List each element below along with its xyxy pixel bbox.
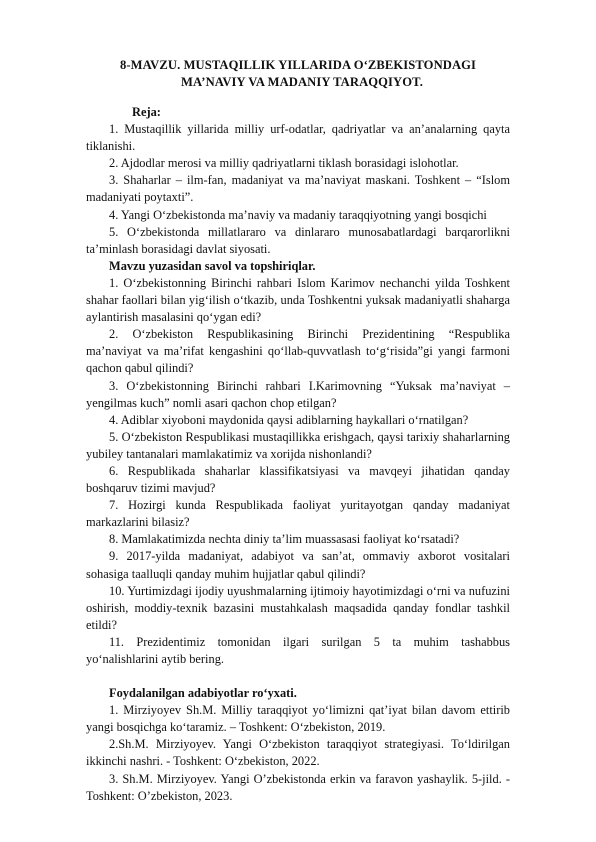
reference-item: 1. Mirziyoyev Sh.M. Milliy taraqqiyot yo‘limizni qat’iyat bilan davom ettirib yangi bosqichga ko‘taramiz. – Toshkent: O‘zbekiston, 2019. [86,703,510,735]
questions-heading: Mavzu yuzasidan savol va topshiriqlar. [109,258,316,273]
reference-item: 2.Sh.M. Mirziyoyev. Yangi O‘zbekiston taraqqiyot strategiyasi. To‘ldirilgan ikkinchi nashri. - Toshkent: O‘zbekiston, 2022. [86,737,510,769]
section-spacer [86,668,510,685]
plan-item: 5. O‘zbekistonda millatlararo va dinlararo munosabatlardagi barqarorlikni ta’minlash borasidagi davlat siyosati. [86,224,510,256]
references-heading: Foydalanilgan adabiyotlar ro‘yxati. [109,686,297,701]
question-item: 11. Prezidentimiz tomonidan ilgari surilgan 5 ta muhim tashabbus yo‘nalishlarini aytib bering. [86,634,510,666]
question-item: 8. Mamlakatimizda nechta diniy ta’lim muassasasi faoliyat ko‘rsatadi? [109,532,460,547]
question-item: 1. O‘zbekistonning Birinchi rahbari Islom Karimov nechanchi yilda Toshkent shahar faollari bilan yig‘ilish o‘tkazib, unda Toshkentni yuksak madaniyatli shaharga aylantirish masalasini qo‘ygan edi? [86,275,510,325]
plan-item: 4. Yangi O‘zbekistonda ma’naviy va madaniy taraqqiyotning yangi bosqichi [109,207,487,222]
plan-item: 1. Mustaqillik yillarida milliy urf-odatlar, qadriyatlar va an’analarning qayta tiklanishi. [86,122,510,154]
plan-item: 2. Ajdodlar merosi va milliy qadriyatlarni tiklash borasidagi islohotlar. [109,156,459,171]
title-line-2: MA’NAVIY VA MADANIY TARAQQIYOT. [181,75,423,89]
question-item: 3. O‘zbekistonning Birinchi rahbari I.Karimovning “Yuksak ma’naviyat – yengilmas kuch” nomli asari qachon chop etilgan? [86,378,510,410]
question-item: 4. Adiblar xiyoboni maydonida qaysi adiblarning haykallari o‘rnatilgan? [109,412,469,427]
question-item: 5. O‘zbekiston Respublikasi mustaqillikka erishgach, qaysi tarixiy shaharlarning yubiley tantanalari mamlakatimiz va xorijda nishonlandi? [86,429,510,461]
plan-heading: Reja: [132,105,161,119]
title-line-1: 8-MAVZU. MUSTAQILLIK YILLARIDA O‘ZBEKISTONDAGI [119,58,477,72]
question-item: 9. 2017-yilda madaniyat, adabiyot va san’at, ommaviy axborot vositalari sohasiga taalluqli qanday muhim hujjatlar qabul qilindi? [86,549,510,581]
document-body [86,104,510,805]
question-item: 7. Hozirgi kunda Respublikada faoliyat yuritayotgan qanday madaniyat markazlarini bilasiz? [86,498,510,530]
plan-item: 3. Shaharlar – ilm-fan, madaniyat va ma’naviyat maskani. Toshkent – “Islom madaniyati poytaxti”. [86,173,510,205]
page-title [86,57,510,91]
question-item: 6. Respublikada shaharlar klassifikatsiyasi va mavqeyi jihatidan qanday boshqaruv tizimi mavjud? [86,463,510,496]
reference-item: 3. Sh.M. Mirziyoyev. Yangi O’zbekistonda erkin va faravon yashaylik. 5-jild. - Toshkent: O’zbekiston, 2023. [86,771,510,803]
question-item: 10. Yurtimizdagi ijodiy uyushmalarning ijtimoiy hayotimizdagi o‘rni va nufuzini oshirish, moddiy-texnik bazasini mustahkalash maqsadida qanday fondlar tashkil etildi? [86,583,510,632]
question-item: 2. O‘zbekiston Respublikasining Birinchi Prezidentining “Respublika ma’naviyat va ma’rifat kengashini qo‘llab-quvvatlash to‘g‘risida”gi yangi farmoni qachon qabul qilindi? [86,327,510,376]
